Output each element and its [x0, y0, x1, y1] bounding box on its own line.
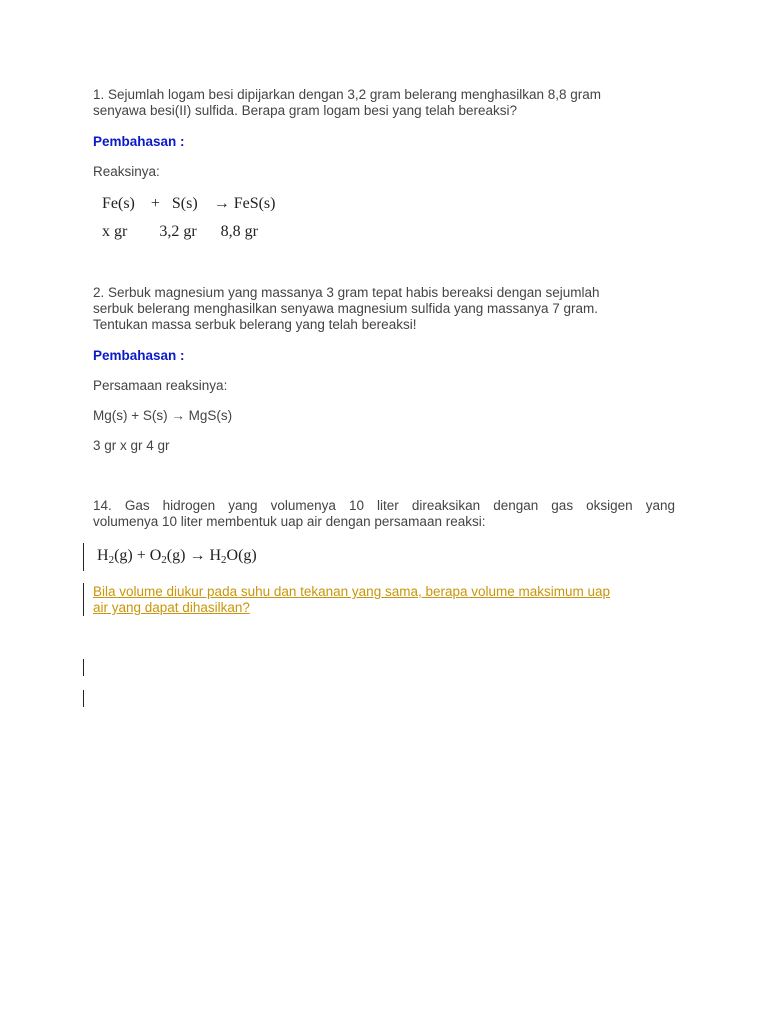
question-2-line-3: Tentukan massa serbuk belerang yang telah bereaksi!	[93, 317, 417, 332]
question-2-heading: Pembahasan :	[93, 348, 185, 363]
question-2-line-2: serbuk belerang menghasilkan senyawa magnesium sulfida yang massanya 7 gram.	[93, 301, 599, 316]
question-1-equation: Fe(s) + S(s) → FeS(s)	[102, 195, 276, 212]
text-cursor-4	[83, 690, 84, 707]
question-2-text	[93, 285, 675, 333]
question-2-equation: Mg(s) + S(s) → MgS(s)	[93, 408, 233, 423]
question-14-question-link[interactable]	[93, 584, 675, 616]
question-14-line-2: volumenya 10 liter membentuk uap air dengan persamaan reaksi:	[93, 514, 486, 529]
question-1-masses: x gr 3,2 gr 8,8 gr	[102, 223, 258, 240]
text-cursor-2	[83, 583, 84, 616]
text-cursor-1	[83, 543, 84, 571]
question-1-heading: Pembahasan :	[93, 134, 185, 149]
question-14-text	[93, 498, 675, 530]
question-1-text	[93, 87, 675, 119]
question-1-line-2: senyawa besi(II) sulfida. Berapa gram logam besi yang telah bereaksi?	[93, 103, 517, 118]
question-2-line-1: 2. Serbuk magnesium yang massanya 3 gram tepat habis bereaksi dengan sejumlah	[93, 285, 600, 300]
question-14-question-line-1[interactable]: Bila volume diukur pada suhu dan tekanan yang sama, berapa volume maksimum uap	[93, 584, 611, 599]
question-1-line-1: 1. Sejumlah logam besi dipijarkan dengan 3,2 gram belerang menghasilkan 8,8 gram	[93, 87, 602, 102]
question-2-reaction-label: Persamaan reaksinya:	[93, 378, 228, 393]
question-14-equation: $H_2(g) + O_2(g) \to H_2O(g)$	[97, 547, 257, 566]
question-14-question-line-2[interactable]: air yang dapat dihasilkan?	[93, 600, 250, 615]
question-14-line-1: 14. Gas hidrogen yang volumenya 10 liter direaksikan dengan gas oksigen yang	[93, 498, 675, 513]
question-2-masses: 3 gr x gr 4 gr	[93, 438, 170, 453]
text-cursor-3	[83, 659, 84, 676]
question-1-reaction-label: Reaksinya:	[93, 164, 160, 179]
